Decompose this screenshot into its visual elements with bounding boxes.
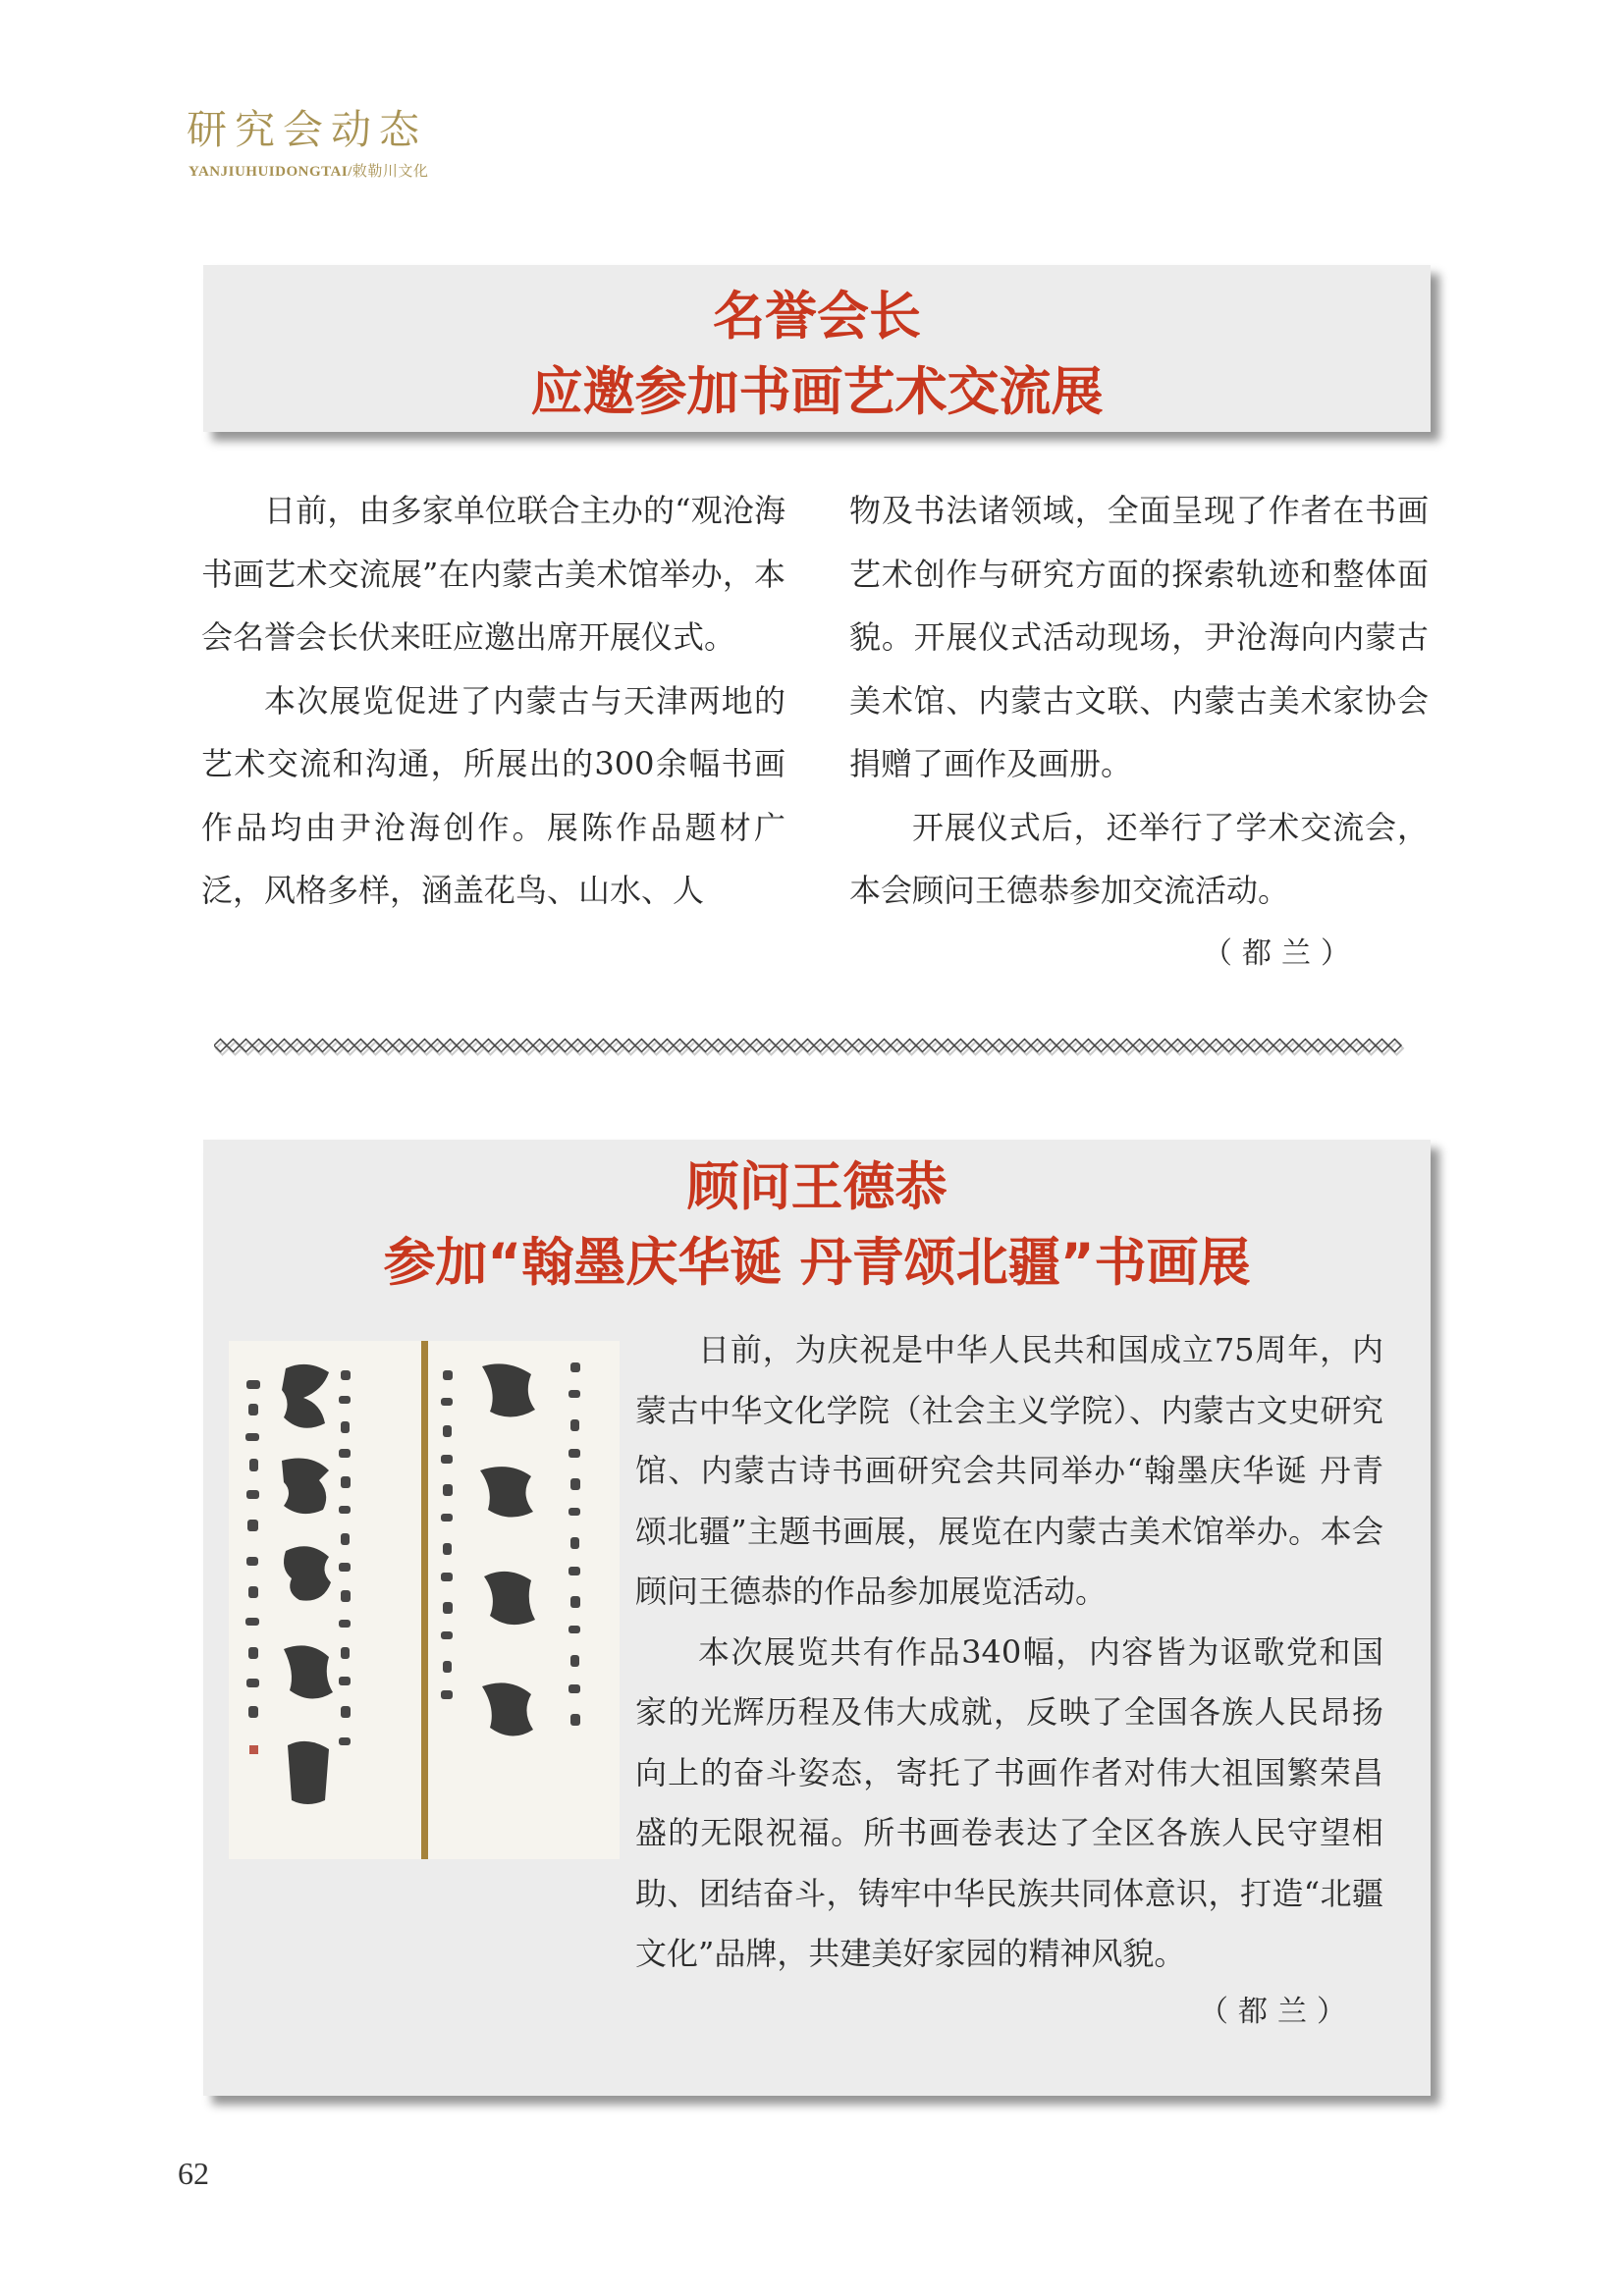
article-1-column-2 — [849, 479, 1429, 986]
article-2-body — [635, 1320, 1383, 2040]
article-1-paragraph-1: 日前，由多家单位联合主办的“观沧海书画艺术交流展”在内蒙古美术馆举办，本会名誉会长伏来旺应邀出席开展仪式。 — [201, 492, 785, 656]
section-subtitle-en: YANJIUHUIDONGTAI — [189, 164, 349, 180]
article-1-title-line-2: 应邀参加书画艺术交流展 — [530, 362, 1104, 422]
section-title: 研究会动态 — [187, 106, 427, 153]
page-number: 62 — [178, 2156, 209, 2191]
subtitle-separator: / — [348, 164, 352, 180]
article-2-paragraph-1: 日前，为庆祝是中华人民共和国成立75周年，内蒙古中华文化学院（社会主义学院）、内蒙古文史研究馆、内蒙古诗书画研究会共同举办“翰墨庆华诞 丹青颂北疆”主题书画展，展览在内蒙古美术馆举办。本会顾问王德恭的作品参加展览活动。 — [635, 1331, 1383, 1610]
article-1-paragraph-2: 本次展览促进了内蒙古与天津两地的艺术交流和沟通，所展出的300余幅书画作品均由尹沧海创作。展陈作品题材广泛，风格多样，涵盖花鸟、山水、人 — [201, 681, 785, 909]
article-2-title-line-1: 顾问王德恭 — [686, 1157, 947, 1217]
article-2-title-line-2: 参加“翰墨庆华诞 丹青颂北疆”书画展 — [383, 1233, 1251, 1293]
calligraphy-artwork-image — [229, 1341, 620, 1859]
article-2-box — [203, 1140, 1431, 2096]
article-1-signature: （都兰） — [1203, 935, 1360, 971]
section-subtitle-cn: 敕勒川文化 — [352, 164, 429, 180]
article-1-title-box — [203, 265, 1431, 432]
article-2-paragraph-2: 本次展览共有作品340幅，内容皆为讴歌党和国家的光辉历程及伟大成就，反映了全国各族人民昂扬向上的奋斗姿态，寄托了书画作者对伟大祖国繁荣昌盛的无限祝福。所书画卷表达了全区各族人民守望相助、团结奋斗，铸牢中华民族共同体意识，打造“北疆文化”品牌，共建美好家园的精神风貌。 — [635, 1632, 1383, 1972]
diamond-chain-divider — [214, 1033, 1410, 1058]
article-2-signature: （都兰） — [1199, 1994, 1356, 2029]
article-1-column-1 — [201, 479, 785, 923]
article-1-paragraph-3: 开展仪式后，还举行了学术交流会，本会顾问王德恭参加交流活动。 — [849, 808, 1429, 909]
section-header — [187, 106, 429, 181]
section-subtitle — [189, 160, 428, 181]
article-1-paragraph-2-continued: 物及书法诸领域，全面呈现了作者在书画艺术创作与研究方面的探索轨迹和整体面貌。开展仪式活动现场，尹沧海向内蒙古美术馆、内蒙古文联、内蒙古美术家协会捐赠了画作及画册。 — [849, 492, 1429, 782]
article-1-title-line-1: 名誉会长 — [713, 287, 921, 347]
calligraphy-artwork-graphic — [229, 1341, 620, 1859]
